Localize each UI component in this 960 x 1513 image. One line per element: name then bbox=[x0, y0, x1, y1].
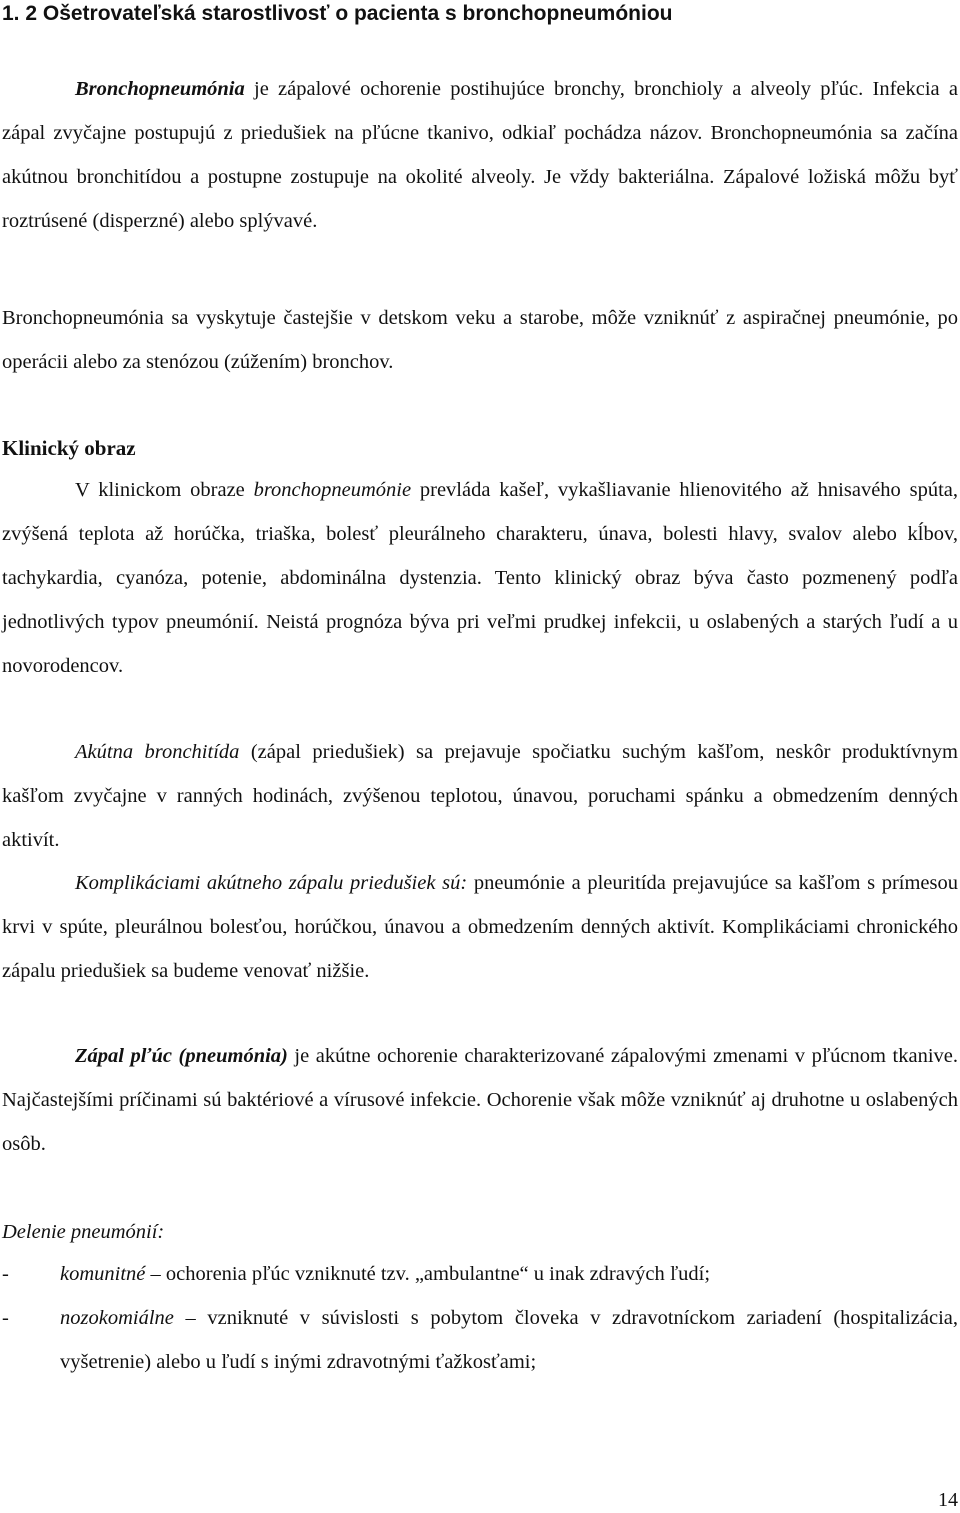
acute-paragraph bbox=[2, 730, 958, 862]
division-list bbox=[2, 1252, 958, 1384]
list-dash: - bbox=[2, 1307, 9, 1329]
acute-text: (zápal priedušiek) sa prejavuje spočiatku suchým kašľom, neskôr produktívnym kašľom zvyčajne v ranných hodinách, zvýšenou teplotou, únavou, poruchami spánku a obmedzením denných aktivít. bbox=[2, 741, 958, 851]
pneumonia-paragraph bbox=[2, 1034, 958, 1166]
page-number: 14 bbox=[938, 1489, 958, 1511]
clinical-term: bronchopneumónie bbox=[253, 479, 412, 501]
complications-paragraph bbox=[2, 861, 958, 993]
clinical-heading: Klinický obraz bbox=[2, 436, 136, 460]
complications-text: pneumónie a pleuritída prejavujúce sa kašľom s prímesou krvi v spúte, pleurálnou bolesťou, horúčkou, únavou a obmedzením denných aktivít. Komplikáciami chronického zápalu priedušiek sa budeme venovať nižšie. bbox=[2, 872, 958, 982]
list-item bbox=[2, 1296, 958, 1384]
division-heading: Delenie pneumónií: bbox=[2, 1221, 165, 1243]
list-text: – ochorenia pľúc vzniknuté tzv. „ambulantne“ u inak zdravých ľudí; bbox=[145, 1263, 711, 1285]
list-term: nozokomiálne bbox=[60, 1307, 174, 1329]
occurrence-paragraph: Bronchopneumónia sa vyskytuje častejšie v detskom veku a starobe, môže vzniknúť z aspiračnej pneumónie, po operácii alebo za stenózou (zúžením) bronchov. bbox=[2, 307, 958, 373]
list-item bbox=[2, 1252, 958, 1296]
list-dash: - bbox=[2, 1263, 9, 1285]
list-text: – vzniknuté v súvislosti s pobytom človeka v zdravotníckom zariadení (hospitalizácia, vyšetrenie) alebo u ľudí s inými zdravotnými ťažkosťami; bbox=[60, 1307, 958, 1373]
pneumonia-term: Zápal pľúc (pneumónia) bbox=[75, 1045, 288, 1067]
intro-term: Bronchopneumónia bbox=[75, 78, 245, 100]
pneumonia-text: je akútne ochorenie charakterizované zápalovými zmenami v pľúcnom tkanive. Najčastejšími príčinami sú baktériové a vírusové infekcie. Ochorenie však môže vzniknúť aj druhotne u oslabených osôb. bbox=[2, 1045, 958, 1155]
clinical-after: prevláda kašeľ, vykašliavanie hlienovitého až hnisavého spúta, zvýšená teplota až horúčka, triaška, bolesť pleurálneho charakteru, únava, bolesti hlavy, svalov alebo kĺbov, tachykardia, cyanóza, potenie, abdominálna dystenzia. Tento klinický obraz býva často pozmenený podľa jednotlivých typov pneumónií. Neistá prognóza býva pri veľmi prudkej infekcii, u oslabených a starých ľudí a u novorodencov. bbox=[2, 479, 958, 677]
section-heading: 1. 2 Ošetrovateľská starostlivosť o pacienta s bronchopneumóniou bbox=[2, 2, 673, 25]
acute-term: Akútna bronchitída bbox=[75, 741, 240, 763]
clinical-before: V klinickom obraze bbox=[75, 479, 254, 501]
list-term: komunitné bbox=[60, 1263, 146, 1285]
clinical-paragraph bbox=[2, 468, 958, 688]
intro-text: je zápalové ochorenie postihujúce bronchy, bronchioly a alveoly pľúc. Infekcia a zápal zvyčajne postupujú z priedušiek na pľúcne tkanivo, odkiaľ pochádza názov. Bronchopneumónia sa začína akútnou bronchitídou a postupne zostupuje na okolité alveoly. Je vždy bakteriálna. Zápalové ložiská môžu byť roztrúsené (disperzné) alebo splývavé. bbox=[2, 78, 958, 232]
intro-paragraph bbox=[2, 67, 958, 243]
complications-term: Komplikáciami akútneho zápalu priedušiek sú: bbox=[75, 872, 468, 894]
